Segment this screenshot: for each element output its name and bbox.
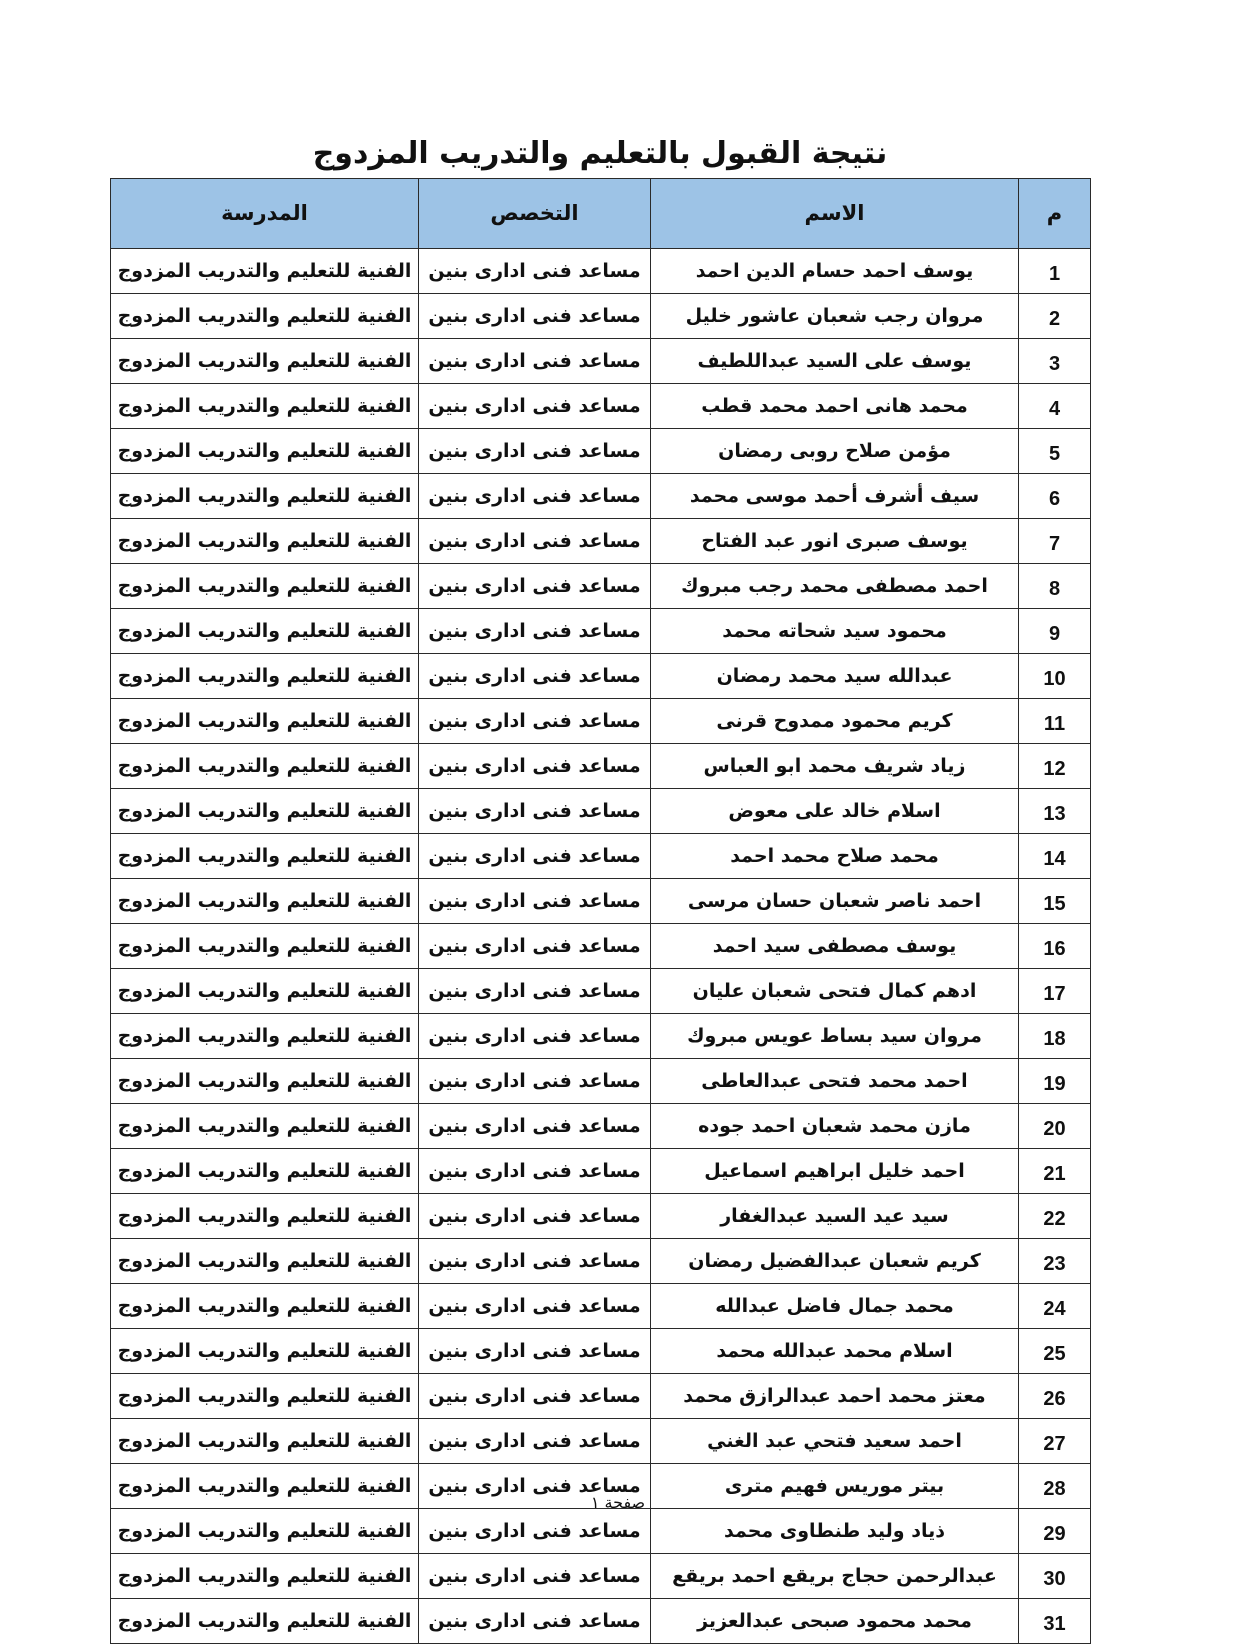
header-specialty: التخصص: [419, 179, 651, 249]
specialty-cell: مساعد فنى ادارى بنين: [419, 879, 651, 924]
table-row: [111, 564, 1091, 609]
results-table: [110, 178, 1091, 1644]
school-cell: الفنية للتعليم والتدريب المزدوج: [111, 1554, 419, 1599]
specialty-cell: مساعد فنى ادارى بنين: [419, 564, 651, 609]
table-row: [111, 429, 1091, 474]
row-number: 14: [1019, 834, 1091, 879]
table-row: [111, 1329, 1091, 1374]
school-cell: الفنية للتعليم والتدريب المزدوج: [111, 1104, 419, 1149]
specialty-cell: مساعد فنى ادارى بنين: [419, 609, 651, 654]
student-name: ادهم كمال فتحى شعبان عليان: [651, 969, 1019, 1014]
specialty-cell: مساعد فنى ادارى بنين: [419, 1104, 651, 1149]
specialty-cell: مساعد فنى ادارى بنين: [419, 789, 651, 834]
table-row: [111, 1149, 1091, 1194]
row-number: 24: [1019, 1284, 1091, 1329]
school-cell: الفنية للتعليم والتدريب المزدوج: [111, 789, 419, 834]
specialty-cell: مساعد فنى ادارى بنين: [419, 1014, 651, 1059]
row-number: 31: [1019, 1599, 1091, 1644]
table-row: [111, 1239, 1091, 1284]
row-number: 5: [1019, 429, 1091, 474]
student-name: احمد سعيد فتحي عبد الغني: [651, 1419, 1019, 1464]
specialty-cell: مساعد فنى ادارى بنين: [419, 1149, 651, 1194]
specialty-cell: مساعد فنى ادارى بنين: [419, 294, 651, 339]
school-cell: الفنية للتعليم والتدريب المزدوج: [111, 294, 419, 339]
student-name: كريم محمود ممدوح قرنى: [651, 699, 1019, 744]
row-number: 1: [1019, 249, 1091, 294]
school-cell: الفنية للتعليم والتدريب المزدوج: [111, 564, 419, 609]
school-cell: الفنية للتعليم والتدريب المزدوج: [111, 384, 419, 429]
row-number: 7: [1019, 519, 1091, 564]
school-cell: الفنية للتعليم والتدريب المزدوج: [111, 1599, 419, 1644]
specialty-cell: مساعد فنى ادارى بنين: [419, 699, 651, 744]
row-number: 22: [1019, 1194, 1091, 1239]
row-number: 10: [1019, 654, 1091, 699]
school-cell: الفنية للتعليم والتدريب المزدوج: [111, 519, 419, 564]
specialty-cell: مساعد فنى ادارى بنين: [419, 249, 651, 294]
school-cell: الفنية للتعليم والتدريب المزدوج: [111, 339, 419, 384]
student-name: مؤمن صلاح روبى رمضان: [651, 429, 1019, 474]
school-cell: الفنية للتعليم والتدريب المزدوج: [111, 834, 419, 879]
specialty-cell: مساعد فنى ادارى بنين: [419, 1329, 651, 1374]
specialty-cell: مساعد فنى ادارى بنين: [419, 1239, 651, 1284]
table-row: [111, 744, 1091, 789]
specialty-cell: مساعد فنى ادارى بنين: [419, 1599, 651, 1644]
row-number: 21: [1019, 1149, 1091, 1194]
row-number: 26: [1019, 1374, 1091, 1419]
student-name: اسلام خالد على معوض: [651, 789, 1019, 834]
row-number: 23: [1019, 1239, 1091, 1284]
school-cell: الفنية للتعليم والتدريب المزدوج: [111, 1149, 419, 1194]
school-cell: الفنية للتعليم والتدريب المزدوج: [111, 744, 419, 789]
school-cell: الفنية للتعليم والتدريب المزدوج: [111, 474, 419, 519]
specialty-cell: مساعد فنى ادارى بنين: [419, 654, 651, 699]
school-cell: الفنية للتعليم والتدريب المزدوج: [111, 1194, 419, 1239]
row-number: 11: [1019, 699, 1091, 744]
specialty-cell: مساعد فنى ادارى بنين: [419, 1464, 651, 1509]
table-row: [111, 294, 1091, 339]
table-row: [111, 1284, 1091, 1329]
student-name: عبدالله سيد محمد رمضان: [651, 654, 1019, 699]
table-row: [111, 474, 1091, 519]
student-name: عبدالرحمن حجاج بريقع احمد بريقع: [651, 1554, 1019, 1599]
school-cell: الفنية للتعليم والتدريب المزدوج: [111, 1014, 419, 1059]
table-row: [111, 879, 1091, 924]
row-number: 4: [1019, 384, 1091, 429]
student-name: يوسف احمد حسام الدين احمد: [651, 249, 1019, 294]
table-row: [111, 1059, 1091, 1104]
student-name: معتز محمد احمد عبدالرازق محمد: [651, 1374, 1019, 1419]
school-cell: الفنية للتعليم والتدريب المزدوج: [111, 654, 419, 699]
school-cell: الفنية للتعليم والتدريب المزدوج: [111, 1329, 419, 1374]
table-row: [111, 924, 1091, 969]
student-name: محمد صلاح محمد احمد: [651, 834, 1019, 879]
school-cell: الفنية للتعليم والتدريب المزدوج: [111, 249, 419, 294]
table-row: [111, 1509, 1091, 1554]
student-name: مروان رجب شعبان عاشور خليل: [651, 294, 1019, 339]
table-row: [111, 699, 1091, 744]
table-row: [111, 834, 1091, 879]
student-name: محمد هانى احمد محمد قطب: [651, 384, 1019, 429]
student-name: محمود سيد شحاته محمد: [651, 609, 1019, 654]
row-number: 30: [1019, 1554, 1091, 1599]
specialty-cell: مساعد فنى ادارى بنين: [419, 1284, 651, 1329]
specialty-cell: مساعد فنى ادارى بنين: [419, 339, 651, 384]
row-number: 9: [1019, 609, 1091, 654]
row-number: 2: [1019, 294, 1091, 339]
school-cell: الفنية للتعليم والتدريب المزدوج: [111, 699, 419, 744]
header-num: م: [1019, 179, 1091, 249]
specialty-cell: مساعد فنى ادارى بنين: [419, 1374, 651, 1419]
specialty-cell: مساعد فنى ادارى بنين: [419, 969, 651, 1014]
row-number: 28: [1019, 1464, 1091, 1509]
table-row: [111, 789, 1091, 834]
specialty-cell: مساعد فنى ادارى بنين: [419, 474, 651, 519]
school-cell: الفنية للتعليم والتدريب المزدوج: [111, 1284, 419, 1329]
specialty-cell: مساعد فنى ادارى بنين: [419, 924, 651, 969]
student-name: احمد خليل ابراهيم اسماعيل: [651, 1149, 1019, 1194]
page-number: صفحة ١: [590, 1493, 646, 1512]
school-cell: الفنية للتعليم والتدريب المزدوج: [111, 969, 419, 1014]
specialty-cell: مساعد فنى ادارى بنين: [419, 834, 651, 879]
specialty-cell: مساعد فنى ادارى بنين: [419, 384, 651, 429]
student-name: سيف أشرف أحمد موسى محمد: [651, 474, 1019, 519]
table-row: [111, 339, 1091, 384]
student-name: ذياد وليد طنطاوى محمد: [651, 1509, 1019, 1554]
specialty-cell: مساعد فنى ادارى بنين: [419, 1509, 651, 1554]
row-number: 27: [1019, 1419, 1091, 1464]
table-body: [111, 249, 1091, 1644]
specialty-cell: مساعد فنى ادارى بنين: [419, 1554, 651, 1599]
student-name: كريم شعبان عبدالفضيل رمضان: [651, 1239, 1019, 1284]
specialty-cell: مساعد فنى ادارى بنين: [419, 744, 651, 789]
header-school: المدرسة: [111, 179, 419, 249]
student-name: احمد مصطفى محمد رجب مبروك: [651, 564, 1019, 609]
student-name: سيد عيد السيد عبدالغفار: [651, 1194, 1019, 1239]
school-cell: الفنية للتعليم والتدريب المزدوج: [111, 1464, 419, 1509]
specialty-cell: مساعد فنى ادارى بنين: [419, 1419, 651, 1464]
school-cell: الفنية للتعليم والتدريب المزدوج: [111, 1374, 419, 1419]
specialty-cell: مساعد فنى ادارى بنين: [419, 1194, 651, 1239]
table-row: [111, 1554, 1091, 1599]
row-number: 29: [1019, 1509, 1091, 1554]
table-row: [111, 609, 1091, 654]
specialty-cell: مساعد فنى ادارى بنين: [419, 1059, 651, 1104]
row-number: 20: [1019, 1104, 1091, 1149]
row-number: 15: [1019, 879, 1091, 924]
school-cell: الفنية للتعليم والتدريب المزدوج: [111, 1419, 419, 1464]
school-cell: الفنية للتعليم والتدريب المزدوج: [111, 429, 419, 474]
table-row: [111, 519, 1091, 564]
school-cell: الفنية للتعليم والتدريب المزدوج: [111, 609, 419, 654]
specialty-cell: مساعد فنى ادارى بنين: [419, 429, 651, 474]
table-row: [111, 1194, 1091, 1239]
row-number: 13: [1019, 789, 1091, 834]
school-cell: الفنية للتعليم والتدريب المزدوج: [111, 1509, 419, 1554]
table-header: [111, 179, 1091, 249]
student-name: احمد محمد فتحى عبدالعاطى: [651, 1059, 1019, 1104]
student-name: اسلام محمد عبدالله محمد: [651, 1329, 1019, 1374]
row-number: 12: [1019, 744, 1091, 789]
table-row: [111, 249, 1091, 294]
table-row: [111, 969, 1091, 1014]
school-cell: الفنية للتعليم والتدريب المزدوج: [111, 1059, 419, 1104]
row-number: 6: [1019, 474, 1091, 519]
specialty-cell: مساعد فنى ادارى بنين: [419, 519, 651, 564]
student-name: مروان سيد بساط عويس مبروك: [651, 1014, 1019, 1059]
table-row: [111, 1104, 1091, 1149]
student-name: بيتر موريس فهيم مترى: [651, 1464, 1019, 1509]
table-row: [111, 1374, 1091, 1419]
table-row: [111, 1419, 1091, 1464]
student-name: محمد جمال فاضل عبدالله: [651, 1284, 1019, 1329]
page-title: نتيجة القبول بالتعليم والتدريب المزدوج: [312, 136, 888, 171]
student-name: مازن محمد شعبان احمد جوده: [651, 1104, 1019, 1149]
student-name: محمد محمود صبحى عبدالعزيز: [651, 1599, 1019, 1644]
student-name: احمد ناصر شعبان حسان مرسى: [651, 879, 1019, 924]
student-name: يوسف مصطفى سيد احمد: [651, 924, 1019, 969]
row-number: 19: [1019, 1059, 1091, 1104]
school-cell: الفنية للتعليم والتدريب المزدوج: [111, 1239, 419, 1284]
row-number: 17: [1019, 969, 1091, 1014]
row-number: 18: [1019, 1014, 1091, 1059]
header-name: الاسم: [651, 179, 1019, 249]
row-number: 16: [1019, 924, 1091, 969]
row-number: 3: [1019, 339, 1091, 384]
school-cell: الفنية للتعليم والتدريب المزدوج: [111, 879, 419, 924]
table-row: [111, 1014, 1091, 1059]
student-name: يوسف صبرى انور عبد الفتاح: [651, 519, 1019, 564]
row-number: 8: [1019, 564, 1091, 609]
table-row: [111, 1599, 1091, 1644]
student-name: زياد شريف محمد ابو العباس: [651, 744, 1019, 789]
table-row: [111, 384, 1091, 429]
student-name: يوسف على السيد عبداللطيف: [651, 339, 1019, 384]
school-cell: الفنية للتعليم والتدريب المزدوج: [111, 924, 419, 969]
header-row: [111, 179, 1091, 249]
table-row: [111, 654, 1091, 699]
row-number: 25: [1019, 1329, 1091, 1374]
